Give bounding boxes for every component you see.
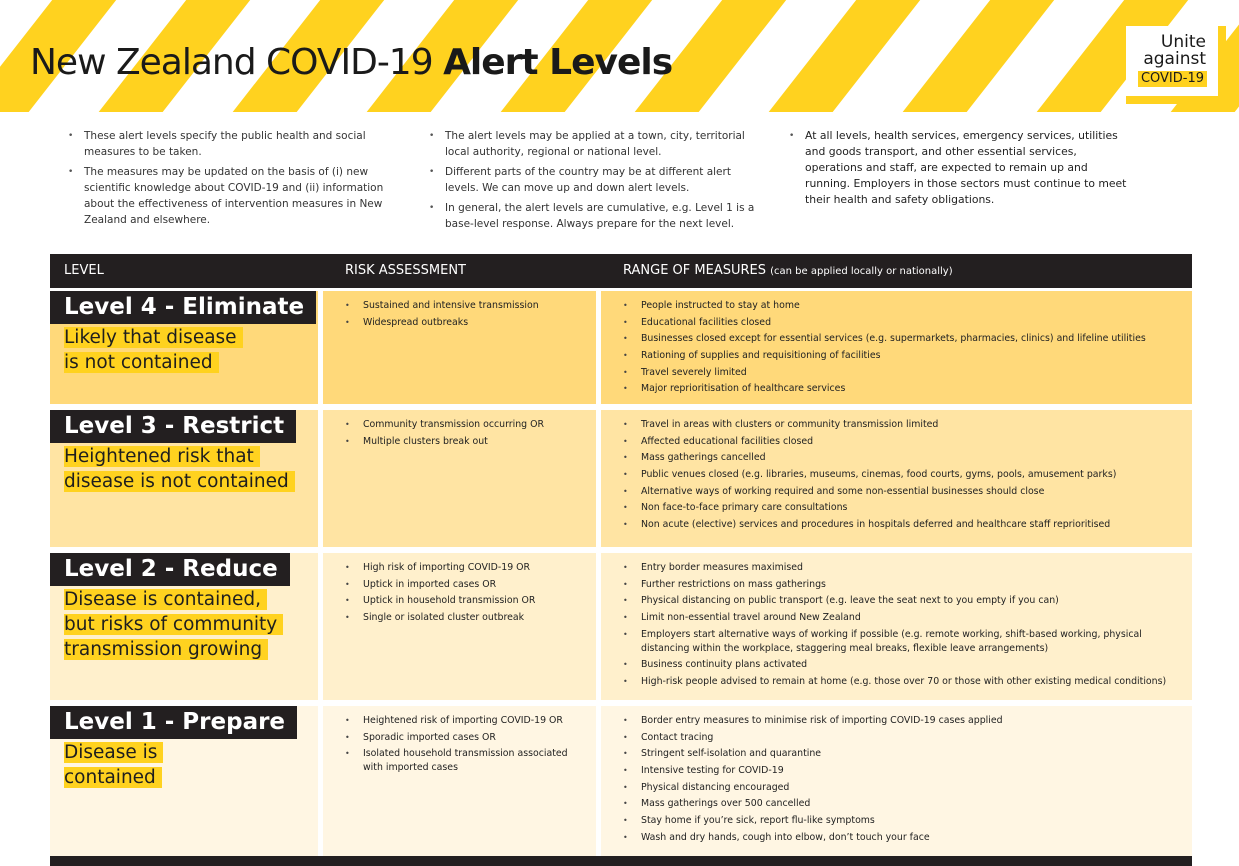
measures-bullet: • Affected educational facilities closed: [623, 435, 1182, 449]
intro-bullet: • The alert levels may be applied at a town, city, territorial local authority, regional or national level.: [425, 128, 755, 160]
risk-bullet: • Single or isolated cluster outbreak: [345, 611, 586, 625]
level-title: Level 1 - Prepare: [50, 706, 297, 739]
intro-column-3: [785, 128, 1130, 212]
level-description-line: Disease is: [64, 742, 163, 763]
risk-bullet: • Sustained and intensive transmission: [345, 299, 586, 313]
measures-bullet: • Stringent self-isolation and quarantine: [623, 747, 1182, 761]
measures-bullet: • Stay home if you’re sick, report flu-like symptoms: [623, 814, 1182, 828]
hazard-stripe: [889, 0, 1062, 112]
level-description-line: transmission growing: [64, 639, 268, 660]
level-3-risk-cell: [323, 410, 596, 547]
header-range-of-measures: [623, 263, 953, 278]
header-measures-label: RANGE OF MEASURES: [623, 263, 766, 278]
measures-bullet: • Business continuity plans activated: [623, 658, 1182, 672]
risk-bullet: • Community transmission occurring OR: [345, 418, 586, 432]
level-3-level-cell: [50, 410, 318, 547]
level-description-line: but risks of community: [64, 614, 283, 635]
measures-bullet: • Intensive testing for COVID-19: [623, 764, 1182, 778]
measures-bullet: • Contact tracing: [623, 731, 1182, 745]
level-description-line: Likely that disease: [64, 327, 243, 348]
risk-bullet: • Multiple clusters break out: [345, 435, 586, 449]
level-description-line: disease is not contained: [64, 471, 295, 492]
title-regular-part: New Zealand COVID-19: [30, 42, 444, 83]
intro-column-1: [64, 128, 394, 232]
logo-line-covid: COVID-19: [1138, 71, 1207, 87]
level-description-line: is not contained: [64, 352, 219, 373]
header-measures-note: (can be applied locally or nationally): [770, 266, 953, 277]
risk-bullet: • Heightened risk of importing COVID-19 OR: [345, 714, 586, 728]
measures-bullet: • Businesses closed except for essential services (e.g. supermarkets, pharmacies, clinics) and lifeline utilities: [623, 332, 1182, 346]
measures-bullet: • Non acute (elective) services and procedures in hospitals deferred and healthcare staff reprioritised: [623, 518, 1182, 532]
level-description: [64, 740, 163, 790]
measures-bullet: • Non face-to-face primary care consultations: [623, 501, 1182, 515]
level-title: Level 2 - Reduce: [50, 553, 290, 586]
intro-column-2: [425, 128, 755, 236]
table-bottom-bar: [50, 856, 1192, 866]
measures-bullet: • Travel in areas with clusters or community transmission limited: [623, 418, 1182, 432]
level-4-measures-cell: [601, 291, 1192, 404]
measures-bullet: • Wash and dry hands, cough into elbow, don’t touch your face: [623, 831, 1182, 845]
header-risk-assessment: RISK ASSESSMENT: [345, 263, 466, 278]
level-2-risk-cell: [323, 553, 596, 700]
level-title: Level 4 - Eliminate: [50, 291, 316, 324]
measures-bullet: • Alternative ways of working required and some non-essential businesses should close: [623, 485, 1182, 499]
level-description: [64, 587, 283, 662]
unite-against-covid-logo: [1126, 26, 1226, 104]
header-level: LEVEL: [64, 263, 104, 278]
measures-bullet: • Border entry measures to minimise risk of importing COVID-19 cases applied: [623, 714, 1182, 728]
level-1-measures-cell: [601, 706, 1192, 856]
level-1-level-cell: [50, 706, 318, 856]
risk-bullet: • Uptick in imported cases OR: [345, 578, 586, 592]
logo-line-unite: Unite: [1160, 32, 1206, 52]
measures-bullet: • Major reprioritisation of healthcare services: [623, 382, 1182, 396]
measures-bullet: • Public venues closed (e.g. libraries, museums, cinemas, food courts, gyms, pools, amusement parks): [623, 468, 1182, 482]
level-description-line: contained: [64, 767, 162, 788]
level-4-level-cell: [50, 291, 318, 404]
intro-bullet: • Different parts of the country may be at different alert levels. We can move up and down alert levels.: [425, 164, 755, 196]
risk-bullet: • High risk of importing COVID-19 OR: [345, 561, 586, 575]
level-2-level-cell: [50, 553, 318, 700]
measures-bullet: • Physical distancing on public transport (e.g. leave the seat next to you empty if you can): [623, 594, 1182, 608]
measures-bullet: • High-risk people advised to remain at home (e.g. those over 70 or those with other existing medical conditions): [623, 675, 1182, 689]
level-description-line: Heightened risk that: [64, 446, 260, 467]
intro-bullet: • At all levels, health services, emergency services, utilities and goods transport, and other essential services, operations and staff, are expected to remain up and running. Employers in those sectors must continue to meet their health and safety obligations.: [785, 128, 1130, 208]
logo-line-against: against: [1143, 49, 1206, 69]
intro-bullet: • The measures may be updated on the basis of (i) new scientific knowledge about COVID-19 and (ii) information about the effectiveness of intervention measures in New Zealand and elsewhere.: [64, 164, 394, 228]
measures-bullet: • Limit non-essential travel around New Zealand: [623, 611, 1182, 625]
intro-bullet: • In general, the alert levels are cumulative, e.g. Level 1 is a base-level response. Always prepare for the next level.: [425, 200, 755, 232]
measures-bullet: • Further restrictions on mass gatherings: [623, 578, 1182, 592]
risk-bullet: • Isolated household transmission associated with imported cases: [345, 747, 586, 775]
table-header-row: [50, 254, 1192, 288]
level-description-line: Disease is contained,: [64, 589, 267, 610]
page-title: [30, 42, 672, 83]
measures-bullet: • Travel severely limited: [623, 366, 1182, 380]
level-title: Level 3 - Restrict: [50, 410, 296, 443]
risk-bullet: • Uptick in household transmission OR: [345, 594, 586, 608]
risk-bullet: • Widespread outbreaks: [345, 316, 586, 330]
title-bold-part: Alert Levels: [443, 42, 673, 83]
level-1-risk-cell: [323, 706, 596, 856]
level-description: [64, 444, 295, 494]
level-3-measures-cell: [601, 410, 1192, 547]
measures-bullet: • Entry border measures maximised: [623, 561, 1182, 575]
level-description: [64, 325, 243, 375]
measures-bullet: • People instructed to stay at home: [623, 299, 1182, 313]
measures-bullet: • Employers start alternative ways of working if possible (e.g. remote working, shift-based working, physical distancing within the workplace, staggering meal breaks, flexible leave arrangements): [623, 628, 1182, 656]
hazard-stripe: [755, 0, 928, 112]
measures-bullet: • Rationing of supplies and requisitioning of facilities: [623, 349, 1182, 363]
measures-bullet: • Educational facilities closed: [623, 316, 1182, 330]
measures-bullet: • Mass gatherings cancelled: [623, 451, 1182, 465]
level-2-measures-cell: [601, 553, 1192, 700]
intro-bullet: • These alert levels specify the public health and social measures to be taken.: [64, 128, 394, 160]
level-4-risk-cell: [323, 291, 596, 404]
measures-bullet: • Physical distancing encouraged: [623, 781, 1182, 795]
measures-bullet: • Mass gatherings over 500 cancelled: [623, 797, 1182, 811]
risk-bullet: • Sporadic imported cases OR: [345, 731, 586, 745]
